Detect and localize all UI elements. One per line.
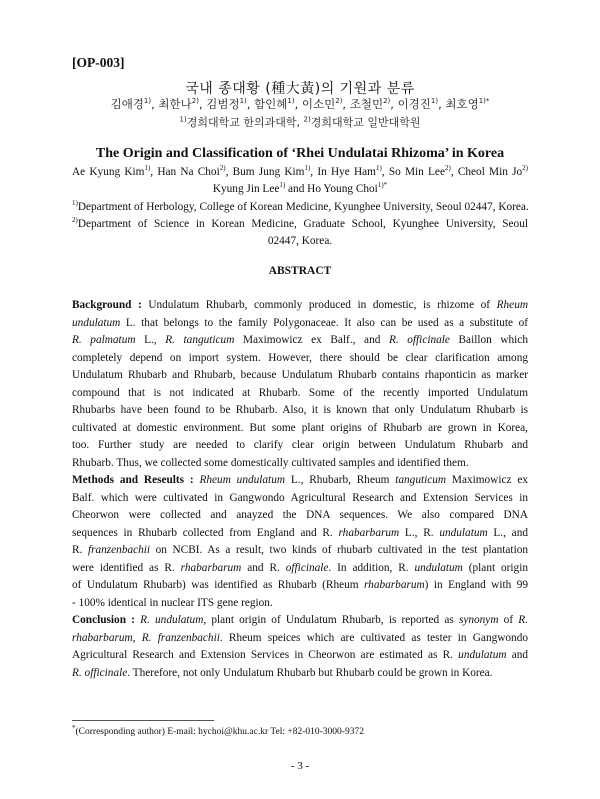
author-name: 이소민 [301,97,336,111]
abstract-line [72,367,528,383]
affil-mark: 2) [72,216,78,225]
section-label: Methods and Reseults : [72,474,200,486]
abstract-line [72,647,528,663]
abstract-line [72,612,528,628]
english-affiliation-1 [72,199,528,215]
author-name: 김애경 [110,97,144,111]
abstract-text: Cheorwon were collected and anayzed the DNA sequences. We also compared DNA [72,509,528,521]
abstract-line [72,472,528,488]
abstract-text: synonym [458,614,499,626]
author-affil-mark: 1) [287,97,295,106]
abstract-line [72,332,528,348]
abstract-line [72,542,528,558]
abstract-text: rhabarbarum [338,526,400,539]
affil-mark: 1) [72,199,78,208]
author-name: In Hye Ham [317,166,376,178]
affil-text: Department of Herbology, College of Korean Medicine, Kyunghee University, Seoul 02447, Korea. [77,201,529,213]
abstract-text: rhabarbarum [363,579,425,591]
abstract-text: ) in England with 99 [424,579,528,591]
abstract-text: Maximowicz ex [446,474,528,486]
author-affil-mark: 2) [383,97,391,106]
abstract-text: L., [135,334,166,346]
abstract-text: L., R. [399,526,440,539]
page-number: - 3 - [290,760,310,772]
abstract-text: R. [518,614,528,626]
abstract-text: too. Further study are needed to clarify clear origin between Undulatum Rhubarb and [72,439,528,451]
abstract-line [72,402,528,418]
affil-text: 경희대학교 한의과대학 [186,116,297,129]
author-name: 함인혜 [254,97,288,111]
author-affil-mark: 1) [375,164,382,173]
footnote-text: (Corresponding author) E-mail: hychoi@khu.ac.kr Tel: +82-010-3000-9372 [75,727,364,737]
author-affil-mark: 1)* [478,97,490,106]
abstract-line [72,315,528,331]
footnote-rule [72,720,214,721]
abstract-line [72,665,528,681]
abstract-text: Agricultural Research and Extension Services in Cheorwon are estimated as R. [72,649,459,661]
abstract-text: undulatum [458,649,507,661]
affil-mark: 2) [303,115,311,124]
affil-text: Department of Science in Korean Medicine, Graduate School, Kyunghee University, Seoul [77,218,528,230]
author-name: 이경진 [397,97,431,111]
abstract-line [72,437,528,453]
abstract-text: undulatum [414,561,463,574]
abstract-text: franzenbachii [87,544,151,556]
abstract-text: of Undulatum Rhubarb) was identified as Rhubarb (Rheum [72,579,364,591]
abstract-text: completely depend on import system. However, there should be clear clarification among [72,351,528,364]
author-name: So Min Lee [388,166,445,178]
abstract-text: Baillon which [449,334,528,346]
footnote [72,723,364,737]
abstract-text: Rhubarbs have been found to be Rhubarb. Also, it is known that only Undulatum Rhubarb is [72,404,528,416]
abstract-line [72,560,528,576]
abstract-text: undulatum [72,316,121,329]
abstract-line [72,595,528,611]
section-label: Background : [72,299,149,311]
english-affiliation-2-cont: 02447, Korea. [267,235,333,247]
abstract-text: rhabarbarum, R. franzenbachii [72,631,220,644]
abstract-text: and R. [241,561,286,574]
author-affil-mark: 2) [335,97,343,106]
abstract-text: were identified as R. [72,561,181,574]
section-label: Conclusion : [72,614,141,626]
abstract-line [72,490,528,506]
abstract-text: L., Rhubarb, Rheum [285,474,396,486]
author-name: Bum Jung Kim [232,166,305,178]
author-conjunction: and [285,183,308,195]
author-affil-mark: 1) [430,97,439,106]
abstract-text: tanguticum [395,474,447,486]
author-name: Ho Young Choi [307,183,378,195]
english-author-list-line-2 [72,181,528,197]
abstract-text: and [506,649,529,661]
author-affil-mark: 1)* [377,181,388,190]
english-affiliation-2 [72,216,528,232]
english-title: The Origin and Classification of ‘Rhei Undulatai Rhizoma’ in Korea [95,146,505,161]
korean-affiliations: $^{1)}$경희대학교 한의과대학, $^{2)}$경희대학교 일반대학원 [179,115,421,129]
english-author-list-line-1: Ae Kyung Kim$^{1)}$, Han Na Choi$^{2)}$, Bum Jung Kim$^{1)}$, In Hye Ham$^{1)}$, So Min Lee$^{2)}$, Cheol Min Jo$^{2)}$ [72,164,528,178]
abstract-text: L., and [487,526,528,539]
abstract-text: R. undulatum [140,614,204,626]
abstract-text: undulatum [439,526,488,539]
abstract-line [72,455,528,471]
korean-author-list: 김애경$^{1)}$, 최한나$^{2)}$, 김범정$^{1)}$, 함인혜$^{1)}$, 이소민$^{2)}$, 조철민$^{2)}$, 이경진$^{1)}$, 최호영$^{1)*}$ [110,97,490,111]
abstract-text: Rheum undulatum [199,474,286,486]
abstract-line [72,385,528,401]
abstract-text: Undulatum Rhubarb and Rhubarb, because Undulatum Rhubarb contains rhaponticin as marker [72,369,528,381]
abstract-text: - 100% identical in nuclear ITS gene region. [72,596,273,609]
abstract-text: cultivated at domestic environment. But some plant origins of Rhubarb are grown in Korea, [72,421,528,434]
abstract-text: (plant origin [462,561,528,574]
abstract-text: Undulatum Rhubarb, commonly produced in domestic, is rhizome of [148,299,497,311]
abstract-text: R. [72,544,88,556]
abstract-line [72,577,528,593]
author-affil-mark: 1) [304,164,311,173]
author-name: 최한나 [158,97,192,111]
abstract-text: Rheum [496,299,528,311]
author-name: Ae Kyung Kim [72,166,145,178]
author-name: Kyung Jin Lee [212,183,280,195]
abstract-text: L. that belongs to the family Polygonaceae. It also can be used as a substitute of [120,316,528,329]
author-affil-mark: 1) [143,97,152,106]
author-affil-mark: 2) [219,164,226,173]
abstract-text: of [498,614,519,626]
abstract-text: R. tanguticum [165,334,235,346]
author-name: Cheol Min Jo [457,166,523,178]
abstract-text: R. officinale [72,666,128,679]
paper-code: [OP-003] [72,55,125,70]
abstract-line [72,297,528,313]
affil-text: 경희대학교 일반대학원 [310,116,421,129]
author-affil-mark: 1) [144,164,151,173]
abstract-text: Balf. which were cultivated in Gangwondo Agricultural Research and Extension Services in [72,491,528,504]
author-name: 최호영 [445,97,479,111]
author-affil-mark: 2) [444,164,451,173]
abstract-line [72,507,528,523]
abstract-line [72,420,528,436]
abstract-text: compound that is not indicated at Rhubarb. Some of the recently imported Undulatum [72,386,528,399]
abstract-heading: ABSTRACT [268,265,332,277]
korean-title: 국내 종대황 (種大黃)의 기원과 분류 [185,81,415,97]
abstract-text: rhabarbarum [180,561,242,574]
author-affil-mark: 2) [191,97,199,106]
abstract-text: officinale [285,561,329,574]
author-name: Han Na Choi [157,166,220,178]
abstract-line [72,350,528,366]
abstract-text: sequences in Rhubarb collected from England and R. [72,526,339,539]
abstract-text: Maximowicz ex Balf., and [234,334,389,346]
author-affil-mark: 2) [522,164,528,173]
abstract-text: R. officinale [388,334,450,346]
abstract-text: . In addition, R. [328,561,415,574]
abstract-text: , plant origin of Undulatum Rhubarb, is reported as [203,614,459,626]
abstract-text: Rhubarb. Thus, we collected some domestically cultivated samples and identified them. [72,456,469,469]
abstract-text: . Rheum speices which are cultivated as tester in Gangwondo [219,631,528,644]
author-affil-mark: 1) [279,181,286,190]
affil-mark: 1) [179,115,187,124]
footnote-mark: * [72,723,76,732]
abstract-line [72,630,528,646]
abstract-text: . Therefore, not only Undulatum Rhubarb but Rhubarb could be grown in Korea. [127,666,493,679]
author-affil-mark: 1) [239,97,247,106]
author-name: 김범정 [206,97,240,111]
author-name: 조철민 [349,97,384,111]
abstract-line [72,525,528,541]
abstract-text: on NCBI. As a result, two kinds of rhubarb cultivated in the test plantation [150,544,528,556]
abstract-text: R. palmatum [72,334,136,346]
